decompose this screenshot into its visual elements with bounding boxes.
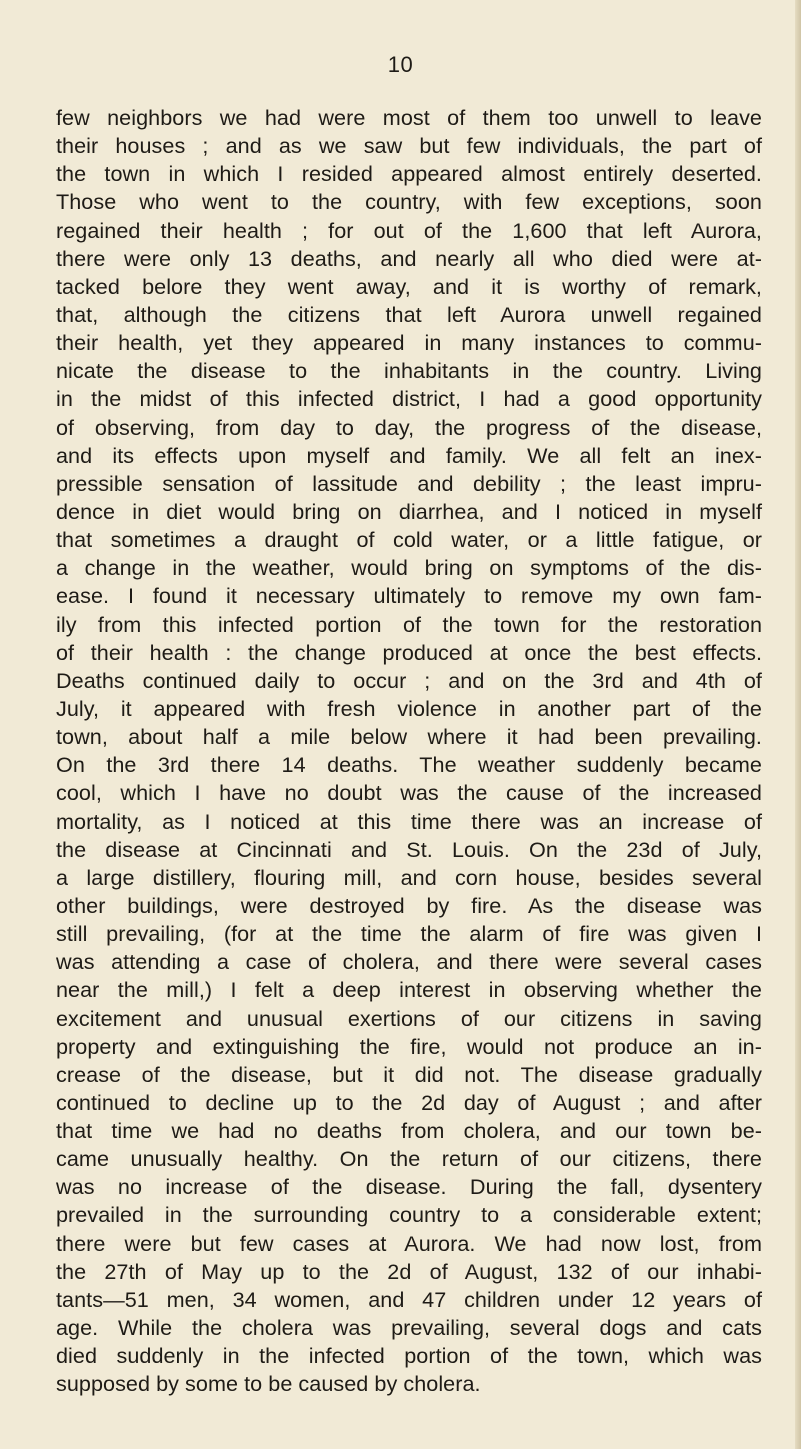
- text-line: that time we had no deaths from cholera, and our town be-: [56, 1118, 762, 1144]
- text-line: crease of the disease, but it did not. The disease gradually: [56, 1061, 762, 1087]
- text-line: ease. I found it necessary ultimately to remove my own fam-: [56, 583, 762, 609]
- text-line: was no increase of the disease. During the fall, dysentery: [56, 1174, 762, 1200]
- text-line: near the mill,) I felt a deep interest in observing whether the: [56, 977, 762, 1003]
- text-line: other buildings, were destroyed by fire. As the disease was: [56, 892, 762, 918]
- text-line: continued to decline up to the 2d day of August ; and after: [56, 1089, 762, 1115]
- text-line: July, it appeared with fresh violence in another part of the: [56, 695, 762, 721]
- text-line: was attending a case of cholera, and there were several cases: [56, 949, 762, 975]
- text-line: died suddenly in the infected portion of the town, which was: [56, 1343, 762, 1369]
- page-number: 10: [387, 52, 414, 77]
- text-line: of their health : the change produced at once the best effects.: [56, 639, 762, 665]
- body-text: [56, 104, 762, 1398]
- text-line: their houses ; and as we saw but few individuals, the part of: [56, 133, 762, 159]
- text-line: excitement and unusual exertions of our citizens in saving: [56, 1005, 762, 1031]
- text-line: a change in the weather, would bring on symptoms of the dis-: [56, 555, 762, 581]
- text-line: On the 3rd there 14 deaths. The weather suddenly became: [56, 752, 762, 778]
- text-line: mortality, as I noticed at this time there was an increase of: [56, 808, 762, 834]
- text-line: their health, yet they appeared in many instances to commu-: [56, 330, 762, 356]
- text-line: prevailed in the surrounding country to a considerable extent;: [56, 1202, 762, 1228]
- text-line: few neighbors we had were most of them too unwell to leave: [56, 105, 762, 130]
- text-line: property and extinguishing the fire, would not produce an in-: [56, 1033, 762, 1059]
- text-line: Deaths continued daily to occur ; and on the 3rd and 4th of: [56, 667, 762, 693]
- text-line: supposed by some to be caused by cholera.: [56, 1371, 481, 1397]
- text-line: dence in diet would bring on diarrhea, and I noticed in myself: [56, 498, 762, 524]
- text-line: tacked belore they went away, and it is worthy of remark,: [56, 273, 762, 299]
- text-line: tants—51 men, 34 women, and 47 children under 12 years of: [56, 1286, 762, 1312]
- text-line: there were only 13 deaths, and nearly all who died were at-: [56, 245, 762, 271]
- text-line: that sometimes a draught of cold water, or a little fatigue, or: [56, 527, 762, 553]
- text-line: nicate the disease to the inhabitants in the country. Living: [56, 358, 762, 384]
- text-line: of observing, from day to day, the progress of the disease,: [56, 414, 762, 440]
- text-line: a large distillery, flouring mill, and corn house, besides several: [56, 864, 762, 890]
- text-line: age. While the cholera was prevailing, several dogs and cats: [56, 1315, 762, 1341]
- text-line: there were but few cases at Aurora. We had now lost, from: [56, 1230, 762, 1256]
- text-line: the town in which I resided appeared almost entirely deserted.: [56, 161, 762, 187]
- text-line: ily from this infected portion of the town for the restoration: [56, 611, 762, 637]
- page-edge: [795, 0, 801, 1449]
- text-line: came unusually healthy. On the return of our citizens, there: [56, 1146, 762, 1172]
- text-line: still prevailing, (for at the time the alarm of fire was given I: [56, 921, 762, 947]
- text-line: that, although the citizens that left Aurora unwell regained: [56, 301, 762, 327]
- text-line: Those who went to the country, with few exceptions, soon: [56, 189, 762, 215]
- text-line: town, about half a mile below where it had been prevailing.: [56, 724, 762, 750]
- text-line: the disease at Cincinnati and St. Louis. On the 23d of July,: [56, 836, 762, 862]
- text-line: in the midst of this infected district, I had a good opportunity: [56, 386, 762, 412]
- text-line: pressible sensation of lassitude and debility ; the least impru-: [56, 470, 762, 496]
- text-line: and its effects upon myself and family. We all felt an inex-: [56, 442, 762, 468]
- text-line: cool, which I have no doubt was the cause of the increased: [56, 780, 762, 806]
- text-line: the 27th of May up to the 2d of August, 132 of our inhabi-: [56, 1258, 762, 1284]
- text-line: regained their health ; for out of the 1,600 that left Aurora,: [56, 217, 762, 243]
